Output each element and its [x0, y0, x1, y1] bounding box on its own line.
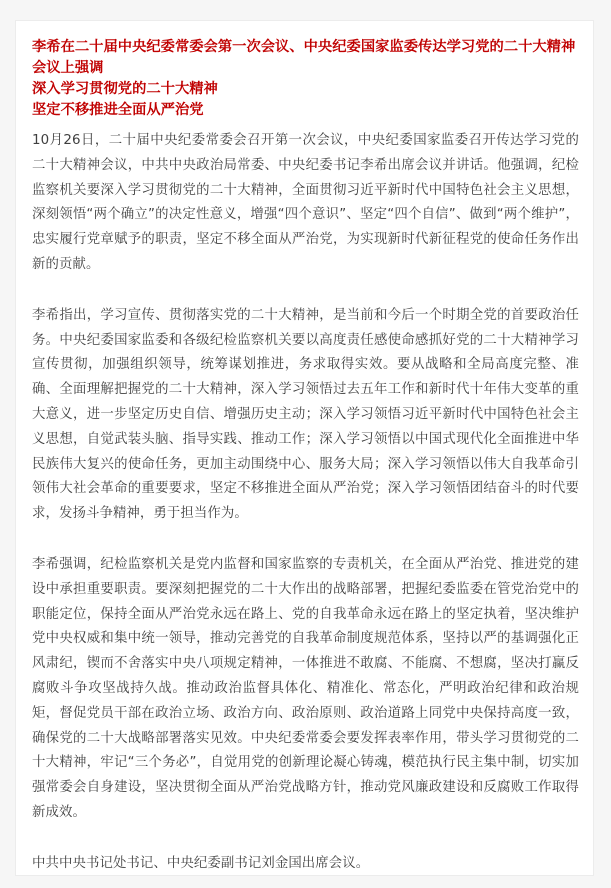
- article-headline: [32, 37, 579, 121]
- headline-line-1: 李希在二十届中央纪委常委会第一次会议、中央纪委国家监委传达学习党的二十大精神会议上强调: [32, 39, 576, 76]
- headline-line-2: 深入学习贯彻党的二十大精神: [32, 81, 218, 97]
- headline-line-3: 坚定不移推进全面从严治党: [32, 102, 204, 118]
- article-paragraph-4: 中共中央书记处书记、中央纪委副书记刘金国出席会议。: [32, 855, 370, 871]
- article-paragraph-3: 李希强调，纪检监察机关是党内监督和国家监察的专责机关，在全面从严治党、推进党的建设中承担重要职责。要深刻把握党的二十大作出的战略部署，把握纪委监委在管党治党中的职能定位，保持全面从严治党永远在路上、党的自我革命永远在路上的坚定执着，坚决维护党中央权威和集中统一领导，推动完善党的自我革命制度规范体系，坚持以严的基调强化正风肃纪，锲而不舍落实中央八项规定精神，一体推进不敢腐、不能腐、不想腐，坚决打赢反腐败斗争攻坚战持久战。推动政治监督具体化、精准化、常态化，严明政治纪律和政治规矩，督促党员干部在政治立场、政治方向、政治原则、政治道路上同党中央保持高度一致，确保党的二十大战略部署落实见效。中央纪委常委会要发挥表率作用，带头学习贯彻党的二十大精神，牢记“三个务必”，自觉用党的创新理论凝心铸魂，模范执行民主集中制，切实加强常委会自身建设，坚决贯彻全面从严治党战略方针，推动党风廉政建设和反腐败工作取得新成效。: [32, 556, 579, 820]
- article-card: [15, 20, 594, 876]
- article-paragraph-1: 10月26日，二十届中央纪委常委会召开第一次会议，中央纪委国家监委召开传达学习党的二十大精神会议，中共中央政治局常委、中央纪委书记李希出席会议并讲话。他强调，纪检监察机关要深入学习贯彻党的二十大精神，全面贯彻习近平新时代中国特色社会主义思想，深刻领悟“两个确立”的决定性意义，增强“四个意识”、坚定“四个自信”、做到“两个维护”，忠实履行党章赋予的职责，坚定不移全面从严治党，为实现新时代新征程党的使命任务作出新的贡献。: [32, 133, 579, 272]
- article-paragraph-2: 李希指出，学习宣传、贯彻落实党的二十大精神，是当前和今后一个时期全党的首要政治任务。中央纪委国家监委和各级纪检监察机关要以高度责任感使命感抓好党的二十大精神学习宣传贯彻，加强组织领导，统筹谋划推进，务求取得实效。要从战略和全局高度完整、准确、全面理解把握党的二十大精神，深入学习领悟过去五年工作和新时代十年伟大变革的重大意义，进一步坚定历史自信、增强历史主动；深入学习领悟习近平新时代中国特色社会主义思想，自觉武装头脑、指导实践、推动工作；深入学习领悟以中国式现代化全面推进中华民族伟大复兴的使命任务，更加主动围绕中心、服务大局；深入学习领悟以伟大自我革命引领伟大社会革命的重要要求，坚定不移推进全面从严治党；深入学习领悟团结奋斗的时代要求，发扬斗争精神，勇于担当作为。: [32, 307, 579, 522]
